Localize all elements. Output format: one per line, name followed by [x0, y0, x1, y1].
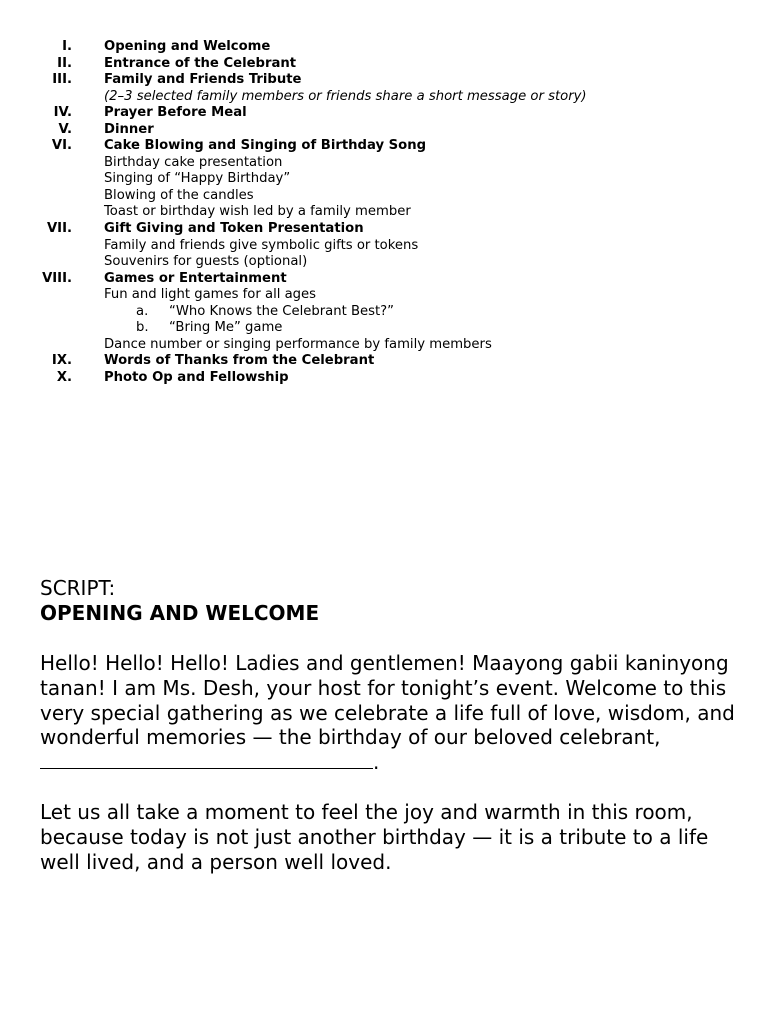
- celebrant-name-blank: [40, 751, 373, 769]
- program-item: [0, 271, 768, 288]
- item-numeral: IX.: [51, 353, 72, 369]
- subitem-row: [0, 204, 768, 221]
- program-item: [0, 56, 768, 73]
- item-numeral: III.: [52, 72, 72, 88]
- subitem-text: Singing of “Happy Birthday”: [104, 171, 291, 187]
- game-text: “Who Knows the Celebrant Best?”: [169, 303, 394, 319]
- game-row: [0, 320, 768, 337]
- tribute-paragraph: Let us all take a moment to feel the joy and warmth in this room, because today is not just another birthday — it is a tribute to a life well lived, and a person well loved.: [40, 800, 709, 874]
- subitem-row: [0, 188, 768, 205]
- item-title: Opening and Welcome: [104, 39, 271, 54]
- program-item: [0, 105, 768, 122]
- item-title: Cake Blowing and Singing of Birthday Song: [104, 138, 427, 154]
- item-title: Prayer Before Meal: [104, 105, 247, 121]
- subitem-text: Family and friends give symbolic gifts or tokens: [104, 237, 419, 253]
- item-numeral: X.: [56, 369, 72, 385]
- item-numeral: II.: [57, 55, 72, 71]
- program-item: [0, 39, 768, 56]
- subitem-text: Souvenirs for guests (optional): [104, 254, 308, 270]
- game-letter: b.: [136, 320, 149, 336]
- item-numeral: I.: [62, 39, 72, 54]
- game-letter: a.: [136, 303, 149, 319]
- subitem-text: Fun and light games for all ages: [104, 287, 317, 303]
- item-note-row: [0, 89, 768, 106]
- subitem-row: [0, 238, 768, 255]
- item-numeral: IV.: [53, 105, 72, 121]
- subitem-text: Dance number or singing performance by family members: [104, 336, 492, 352]
- welcome-paragraph-text: Hello! Hello! Hello! Ladies and gentlemen! Maayong gabii kaninyong tanan! I am Ms. Desh, your host for tonight’s event. Welcome to this very special gathering as we celebrate a life full of love, wisdom, and wonderful memories — the birthday of our beloved celebrant,: [40, 651, 735, 750]
- item-title: Dinner: [104, 121, 154, 137]
- subitem-row: [0, 171, 768, 188]
- subitem-row: [0, 155, 768, 172]
- program-outline: [0, 39, 768, 386]
- subitem-row: [0, 287, 768, 304]
- welcome-paragraph: [40, 651, 752, 775]
- item-title: Family and Friends Tribute: [104, 72, 302, 88]
- item-numeral: V.: [58, 121, 72, 137]
- program-item: [0, 72, 768, 89]
- subitem-row: [0, 337, 768, 354]
- item-title: Photo Op and Fellowship: [104, 369, 289, 385]
- item-numeral: VII.: [46, 221, 72, 237]
- subitem-text: Toast or birthday wish led by a family member: [104, 204, 411, 220]
- item-title: Words of Thanks from the Celebrant: [104, 353, 375, 369]
- game-row: [0, 304, 768, 321]
- subitem-text: Blowing of the candles: [104, 187, 254, 203]
- item-title: Games or Entertainment: [104, 270, 287, 286]
- item-note: (2–3 selected family members or friends share a short message or story): [104, 88, 587, 104]
- program-item: [0, 370, 768, 387]
- item-numeral: VI.: [51, 138, 72, 154]
- program-item: [0, 138, 768, 155]
- item-title: Gift Giving and Token Presentation: [104, 221, 364, 237]
- program-item: [0, 122, 768, 139]
- program-item: [0, 353, 768, 370]
- welcome-paragraph-end: .: [373, 750, 380, 775]
- program-item: [0, 221, 768, 238]
- item-numeral: VIII.: [42, 270, 72, 286]
- game-text: “Bring Me” game: [169, 320, 283, 336]
- script-label: SCRIPT:: [40, 576, 116, 600]
- subitem-text: Birthday cake presentation: [104, 154, 283, 170]
- item-title: Entrance of the Celebrant: [104, 55, 297, 71]
- script-heading: OPENING AND WELCOME: [40, 601, 320, 625]
- subitem-row: [0, 254, 768, 271]
